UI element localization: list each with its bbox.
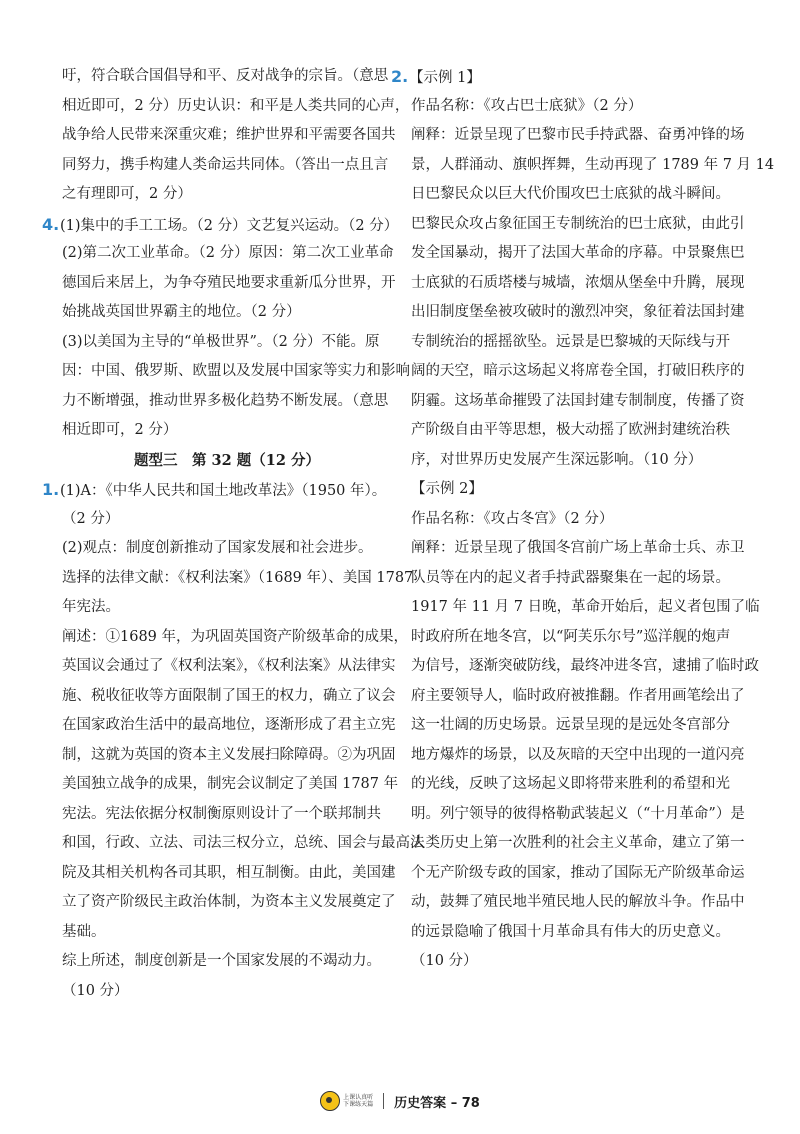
text-line: （10 分） (62, 982, 129, 999)
slogan-line: 上课认真听 (343, 1094, 374, 1101)
text-line: 基础。 (62, 923, 106, 940)
text-line: 吁，符合联合国倡导和平、反对战争的宗旨。（意思 (62, 68, 389, 84)
text-line: 明。列宁领导的彼得格勒武装起义（“十月革命”）是 (411, 805, 745, 822)
text-line: 选择的法律文献：《权利法案》（1689 年）、美国 1787 (62, 569, 414, 586)
example-heading: 【示例 1】 (409, 70, 481, 86)
text-line: 产阶级自由平等思想，极大动摇了欧洲封建统治秩 (411, 422, 730, 438)
text-line: 阐述：①1689 年，为巩固英国资产阶级革命的成果， (62, 628, 409, 645)
text-line: (3)以美国为主导的“单极世界”。（2 分）不能。原 (62, 333, 380, 350)
text-line: 相近即可，2 分）历史认识：和平是人类共同的心声， (62, 97, 410, 114)
text-line: 地方爆炸的场景，以及灰暗的天空中出现的一道闪亮 (411, 746, 745, 763)
text-line: 院及其相关机构各司其职，相互制衡。由此，美国建 (62, 864, 396, 881)
page-footer (0, 1086, 800, 1116)
text-line: 阔的天空，暗示这场起义将席卷全国，打破旧秩序的 (411, 363, 745, 379)
text-line: 始挑战英国世界霸主的地位。（2 分） (62, 304, 301, 320)
question-4-line (42, 210, 399, 240)
text-line: 为信号，逐渐突破防线，最终冲进冬宫，逮捕了临时政 (411, 658, 759, 674)
text-line: 力不断增强，推动世界多极化趋势不断发展。（意思 (62, 392, 389, 409)
work-title: 作品名称：《攻占巴士底狱》（2 分） (411, 97, 643, 114)
page-number-label: 历史答案 – 78 (394, 1095, 480, 1111)
text-line: 人类历史上第一次胜利的社会主义革命，建立了第一 (411, 835, 745, 851)
question-2-line (391, 62, 745, 92)
text-line: 综上所述，制度创新是一个国家发展的不竭动力。 (62, 953, 381, 969)
text-line: 在国家政治生活中的最高地位，逐渐形成了君主立宪 (62, 717, 396, 733)
text-line: 府主要领导人，临时政府被推翻。作者用画笔绘出了 (411, 687, 745, 704)
text-line: 阴霾。这场革命摧毁了法国封建专制制度，传播了资 (411, 392, 745, 409)
section-title: 题型三 第 32 题（12 分） (134, 451, 320, 469)
question-number: 1. (42, 480, 60, 499)
text-line: 序，对世界历史发展产生深远影响。（10 分） (411, 451, 703, 468)
text-line: 这一壮阔的历史场景。远景呈现的是远处冬宫部分 (411, 717, 730, 733)
text-line: 士底狱的石质塔楼与城墙，浓烟从堡垒中升腾，展现 (411, 274, 745, 291)
text-line: 1917 年 11 月 7 日晚，革命开始后，起义者包围了临 (411, 599, 760, 615)
text-line: 的光线，反映了这场起义即将带来胜利的希望和光 (411, 776, 730, 792)
text-line: 发全国暴动，揭开了法国大革命的序幕。中景聚焦巴 (411, 245, 745, 261)
mascot-icon (320, 1091, 340, 1111)
text-line: 景，人群涌动、旗帜挥舞，生动再现了 1789 年 7 月 14 (411, 156, 775, 173)
text-line: 巴黎民众攻占象征国王专制统治的巴士底狱，由此引 (411, 215, 745, 232)
slogan-line: 下课练天篇 (343, 1101, 374, 1108)
text-line: 队员等在内的起义者手持武器聚集在一起的场景。 (411, 569, 730, 586)
answer-text: (1)集中的手工工场。（2 分）文艺复兴运动。（2 分） (60, 217, 399, 234)
text-line: 英国议会通过了《权利法案》，《权利法案》从法律实 (62, 658, 396, 674)
text-line: 立了资产阶级民主政治体制，为资本主义发展奠定了 (62, 894, 396, 910)
text-line: 相近即可，2 分） (62, 422, 178, 438)
text-line: 制，这就为英国的资本主义发展扫除障碍。②为巩固 (62, 746, 396, 763)
text-line: 出旧制度堡垒被攻破时的激烈冲突，象征着法国封建 (411, 304, 745, 320)
publisher-logo (320, 1091, 373, 1111)
text-line: 美国独立战争的成果，制宪会议制定了美国 1787 年 (62, 776, 399, 792)
text-line: 因：中国、俄罗斯、欧盟以及发展中国家等实力和影响 (62, 363, 410, 379)
example-heading: 【示例 2】 (411, 481, 483, 497)
text-line: （2 分） (62, 510, 120, 527)
right-column (391, 62, 775, 977)
text-line: 时政府所在地冬宫，以“阿芙乐尔号”巡洋舰的炮声 (411, 628, 731, 645)
text-line: 年宪法。 (62, 599, 120, 615)
left-column (42, 62, 425, 1006)
text-line: 动，鼓舞了殖民地半殖民地人民的解放斗争。作品中 (411, 894, 745, 910)
text-line: 同努力，携手构建人类命运共同体。（答出一点且言 (62, 156, 389, 173)
text-line: 施、税收征收等方面限制了国王的权力，确立了议会 (62, 687, 396, 704)
text-line: (2)观点：制度创新推动了国家发展和社会进步。 (62, 540, 373, 556)
text-line: （10 分） (411, 953, 478, 969)
text-line: 阐释：近景呈现了俄国冬宫前广场上革命士兵、赤卫 (411, 540, 745, 556)
text-line: (2)第二次工业革命。（2 分）原因：第二次工业革命 (62, 245, 394, 261)
text-line: 德国后来居上，为争夺殖民地要求重新瓜分世界，开 (62, 274, 396, 291)
text-line: 个无产阶级专政的国家，推动了国际无产阶级革命运 (411, 864, 745, 881)
text-line: 阐释：近景呈现了巴黎市民手持武器、奋勇冲锋的场 (411, 127, 745, 143)
question-number: 4. (42, 214, 60, 234)
footer-divider (383, 1093, 384, 1109)
answer-text: (1)A：《中华人民共和国土地改革法》（1950 年）。 (60, 483, 387, 499)
text-line: 和国，行政、立法、司法三权分立，总统、国会与最高法 (62, 835, 425, 851)
text-line: 的远景隐喻了俄国十月革命具有伟大的历史意义。 (411, 923, 730, 940)
work-title: 作品名称：《攻占冬宫》（2 分） (411, 510, 614, 527)
question-number: 2. (391, 67, 409, 86)
question-1-line (42, 475, 392, 505)
text-line: 战争给人民带来深重灾难；维护世界和平需要各国共 (62, 127, 396, 143)
text-line: 专制统治的摇摇欲坠。远景是巴黎城的天际线与开 (411, 333, 730, 350)
text-line: 日巴黎民众以巨大代价围攻巴士底狱的战斗瞬间。 (411, 186, 730, 202)
text-line: 之有理即可，2 分） (62, 186, 192, 202)
text-line: 宪法。宪法依据分权制衡原则设计了一个联邦制共 (62, 805, 381, 822)
logo-slogan (343, 1094, 373, 1108)
